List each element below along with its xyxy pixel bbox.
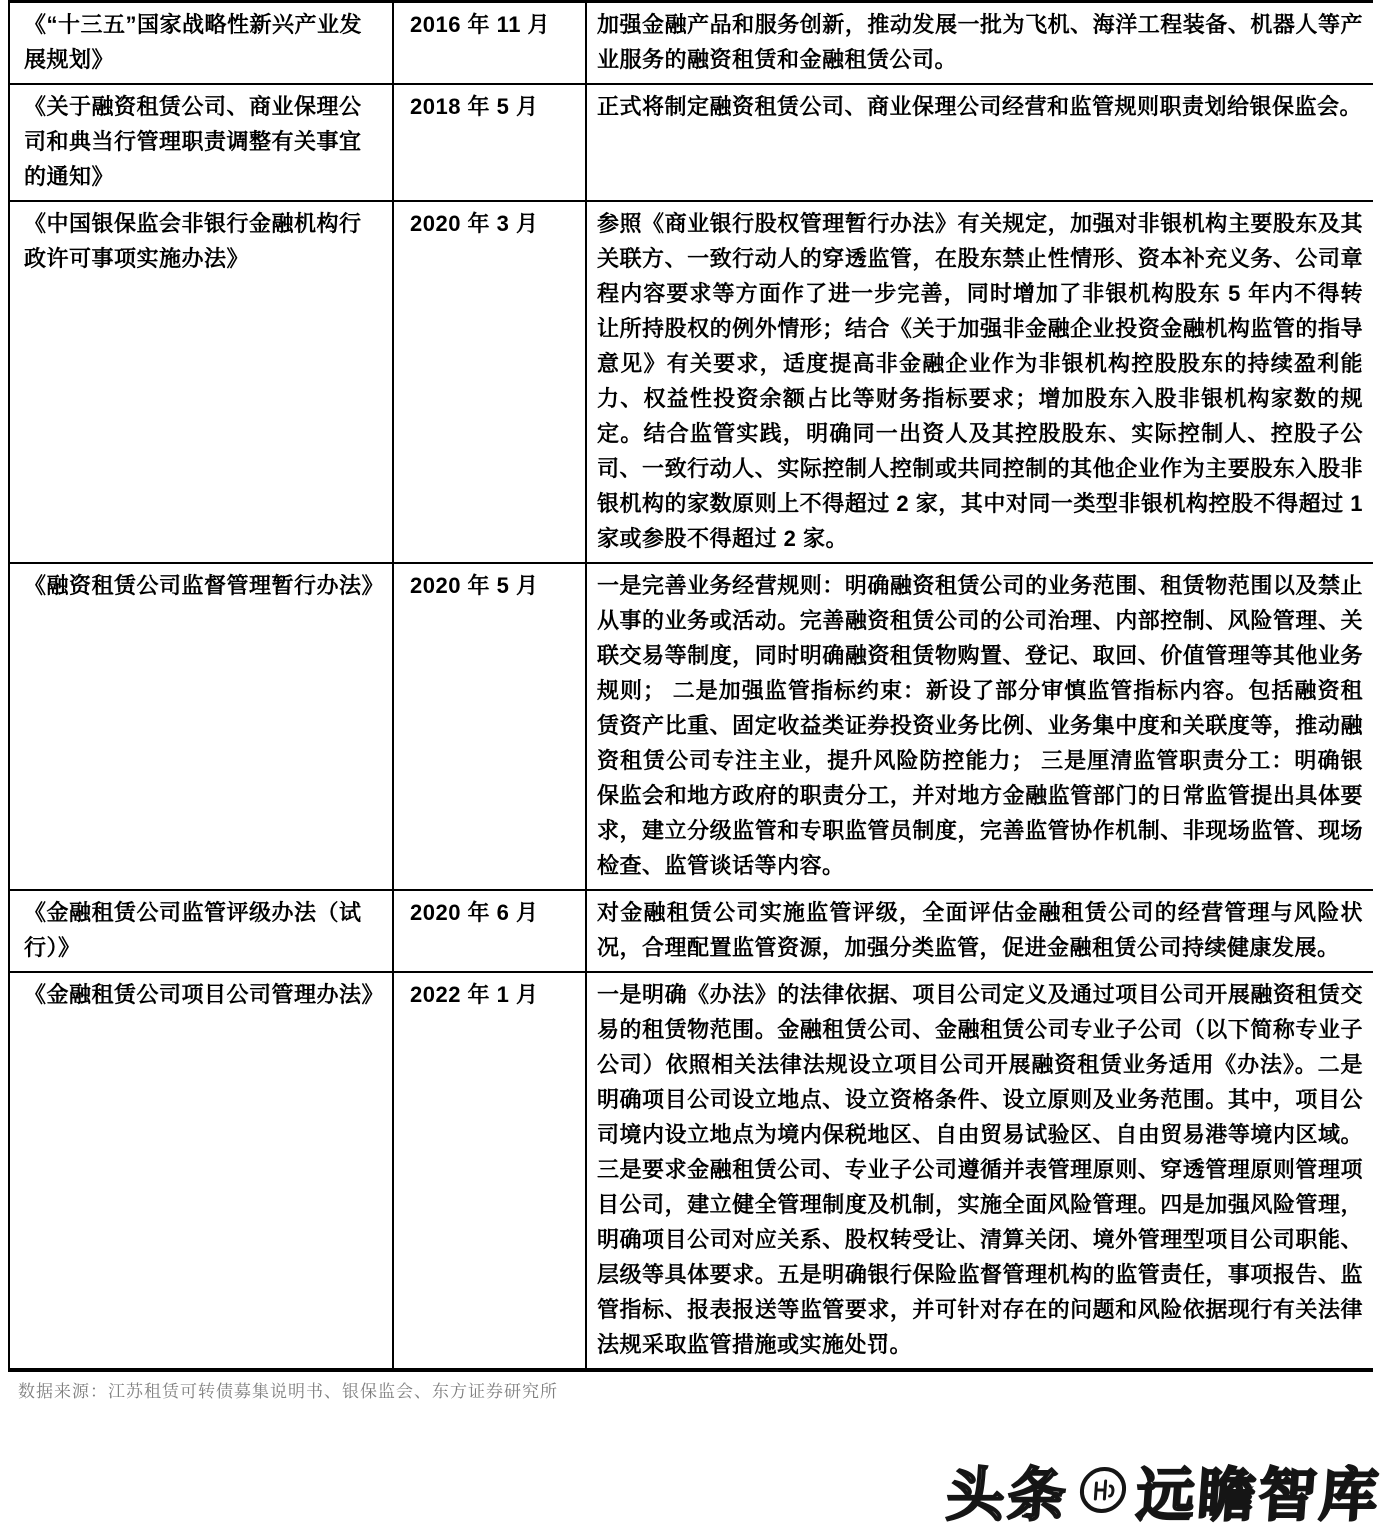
data-source-note: 数据来源：江苏租赁可转债募集说明书、银保监会、东方证券研究所 bbox=[18, 1382, 558, 1401]
policy-description: 一是完善业务经营规则：明确融资租赁公司的业务范围、租赁物范围以及禁止从事的业务或活动。完善融资租赁公司的公司治理、内部控制、风险管理、关联交易等制度，同时明确融资租赁物购置、登记、取回、价值管理等其他业务规则； 二是加强监管指标约束：新设了部分审慎监管指标内容。包括融资租赁资产比重、固定收益类证券投资业务比例、业务集中度和关联度等，推动融资租赁公司专注主业，提升风险防控能力； 三是厘清监管职责分工：明确银保监会和地方政府的职责分工，并对地方金融监管部门的日常监管提出具体要求，建立分级监管和专职监管员制度，完善监管协作机制、非现场监管、现场检查、监管谈话等内容。 bbox=[597, 573, 1363, 878]
date-cell bbox=[394, 973, 587, 1368]
policy-description: 对金融租赁公司实施监管评级，全面评估金融租赁公司的经营管理与风险状况，合理配置监管资源，加强分类监管，促进金融租赁公司持续健康发展。 bbox=[597, 900, 1363, 960]
policy-description-cell bbox=[587, 891, 1373, 971]
policy-name-cell bbox=[10, 202, 394, 562]
table-row bbox=[10, 85, 1373, 202]
policy-description: 加强金融产品和服务创新，推动发展一批为飞机、海洋工程装备、机器人等产业服务的融资租赁和金融租赁公司。 bbox=[597, 12, 1363, 72]
table-row bbox=[10, 973, 1373, 1368]
table-row bbox=[10, 564, 1373, 891]
policy-name-cell bbox=[10, 3, 394, 83]
policy-date: 2022 年 1 月 bbox=[410, 982, 539, 1007]
policy-name: 《关于融资租赁公司、商业保理公司和典当行管理职责调整有关事宜的通知》 bbox=[24, 94, 362, 189]
watermark-suffix-text: 远瞻智库 bbox=[1134, 1463, 1383, 1528]
policy-date: 2020 年 6 月 bbox=[410, 900, 539, 925]
date-cell bbox=[394, 891, 587, 971]
policy-description: 参照《商业银行股权管理暂行办法》有关规定，加强对非银机构主要股东及其关联方、一致行动人的穿透监管，在股东禁止性情形、资本补充义务、公司章程内容要求等方面作了进一步完善，同时增加了非银机构股东 5 年内不得转让所持股权的例外情形；结合《关于加强非金融企业投资金融机构监管的指导意见》有关要求，适度提高非金融企业作为非银机构控股股东的持续盈利能力、权益性投资余额占比等财务指标要求；增加股东入股非银机构家数的规定。结合监管实践，明确同一出资人及其控股股东、实际控制人、控股子公司、一致行动人、实际控制人控制或共同控制的其他企业作为主要股东入股非银机构的家数原则上不得超过 2 家，其中对同一类型非银机构控股不得超过 1 家或参股不得超过 2 家。 bbox=[597, 211, 1363, 551]
date-cell bbox=[394, 202, 587, 562]
policy-name-cell bbox=[10, 564, 394, 889]
policy-date: 2020 年 5 月 bbox=[410, 573, 539, 598]
policy-date: 2018 年 5 月 bbox=[410, 94, 539, 119]
policy-name: 《融资租赁公司监督管理暂行办法》 bbox=[24, 573, 385, 598]
policy-name: 《“十三五”国家战略性新兴产业发展规划》 bbox=[24, 12, 363, 72]
table-row bbox=[10, 3, 1373, 85]
brand-circle-logo-icon bbox=[1075, 1464, 1131, 1516]
policy-description-cell bbox=[587, 202, 1373, 562]
policy-description-cell bbox=[587, 564, 1373, 889]
policy-description: 一是明确《办法》的法律依据、项目公司定义及通过项目公司开展融资租赁交易的租赁物范围。金融租赁公司、金融租赁公司专业子公司（以下简称专业子公司）依照相关法律法规设立项目公司开展融资租赁业务适用《办法》。二是明确项目公司设立地点、设立资格条件、设立原则及业务范围。其中，项目公司境内设立地点为境内保税地区、自由贸易试验区、自由贸易港等境内区域。三是要求金融租赁公司、专业子公司遵循并表管理原则、穿透管理原则管理项目公司，建立健全管理制度及机制，实施全面风险管理。四是加强风险管理，明确项目公司对应关系、股权转受让、清算关闭、境外管理型项目公司职能、层级等具体要求。五是明确银行保险监督管理机构的监管责任，事项报告、监管指标、报表报送等监管要求，并可针对存在的问题和风险依据现行有关法律法规采取监管措施或实施处罚。 bbox=[597, 982, 1363, 1357]
policy-description-cell bbox=[587, 3, 1373, 83]
policy-name: 《金融租赁公司监管评级办法（试行）》 bbox=[24, 900, 362, 960]
policy-description: 正式将制定融资租赁公司、商业保理公司经营和监管规则职责划给银保监会。 bbox=[597, 94, 1363, 119]
policy-description-cell bbox=[587, 973, 1373, 1368]
policy-description-cell bbox=[587, 85, 1373, 200]
policy-name-cell bbox=[10, 85, 394, 200]
table-row bbox=[10, 202, 1373, 564]
date-cell bbox=[394, 564, 587, 889]
policy-name: 《中国银保监会非银行金融机构行政许可事项实施办法》 bbox=[24, 211, 362, 271]
policy-date: 2020 年 3 月 bbox=[410, 211, 539, 236]
table-row bbox=[10, 891, 1373, 973]
date-cell bbox=[394, 3, 587, 83]
policy-date: 2016 年 11 月 bbox=[410, 12, 551, 37]
policy-name-cell bbox=[10, 891, 394, 971]
date-cell bbox=[394, 85, 587, 200]
policy-table bbox=[8, 0, 1373, 1372]
watermark-prefix-text: 头条 bbox=[944, 1463, 1071, 1528]
policy-name: 《金融租赁公司项目公司管理办法》 bbox=[24, 982, 385, 1007]
watermark bbox=[944, 1448, 1384, 1532]
policy-name-cell bbox=[10, 973, 394, 1368]
